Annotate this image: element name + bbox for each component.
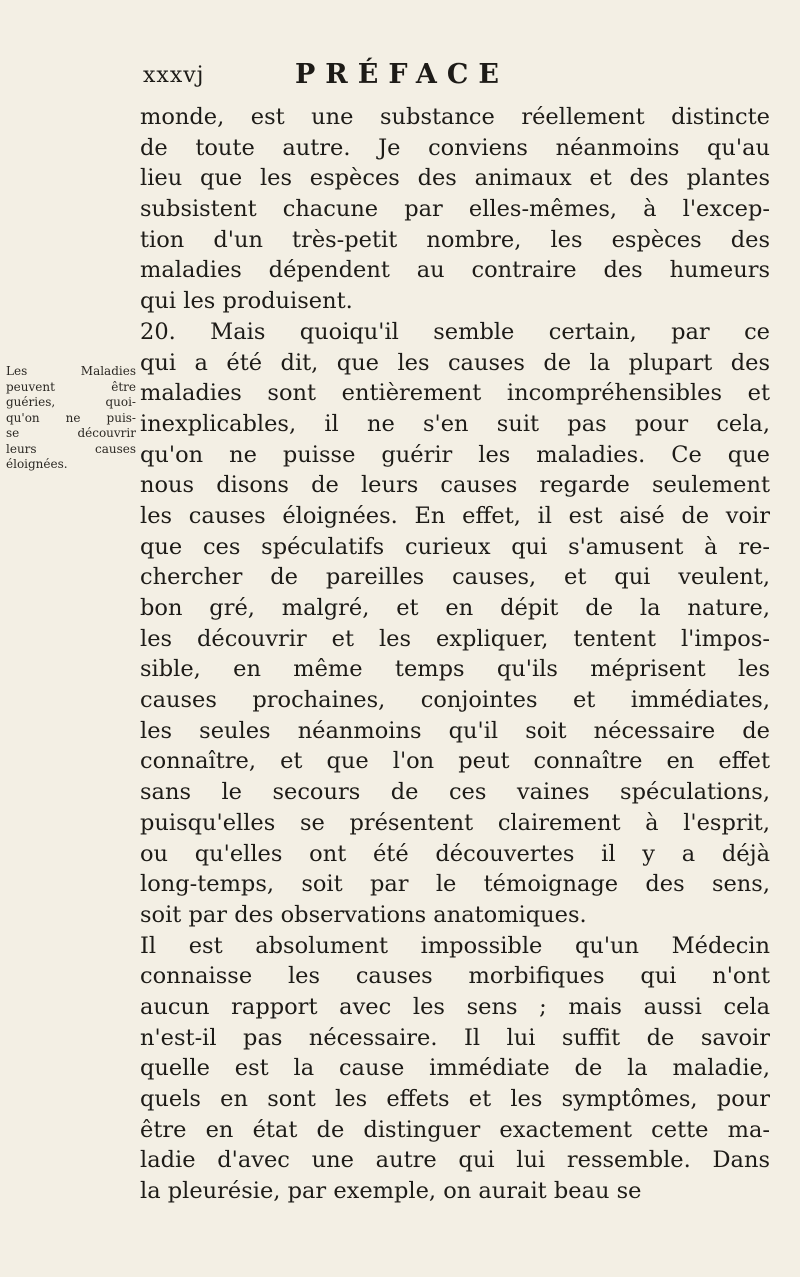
text-line: que ces spéculatifs curieux qui s'amusent à re-: [140, 533, 770, 560]
text-line: sans le secours de ces vaines spéculations,: [140, 779, 770, 806]
text-line: n'est-il pas nécessaire. Il lui suffit de savoir: [140, 1024, 770, 1051]
text-line: monde, est une substance réellement distincte: [140, 104, 770, 130]
text-line: Il est absolument impossible qu'un Médecin: [140, 932, 770, 959]
margin-note-line: se découvrir: [6, 426, 136, 440]
text-line: soit par des observations anatomiques.: [140, 901, 587, 928]
text-line: subsistent chacune par elles-mêmes, à l'excep-: [140, 196, 770, 223]
text-line: nous disons de leurs causes regarde seulement: [140, 472, 770, 499]
text-line: quels en sont les effets et les symptômes, pour: [140, 1086, 770, 1112]
running-title: PRÉFACE: [295, 59, 509, 90]
text-line: sible, en même temps qu'ils méprisent les: [140, 656, 770, 683]
text-line: quelle est la cause immédiate de la maladie,: [140, 1055, 770, 1082]
text-line: bon gré, malgré, et en dépit de la nature,: [140, 595, 770, 621]
text-line: connaisse les causes morbifiques qui n'ont: [140, 963, 770, 990]
body-text: [140, 102, 770, 1207]
page-header: [143, 55, 703, 95]
text-line: les seules néanmoins qu'il soit nécessaire de: [140, 717, 770, 744]
text-line: de toute autre. Je conviens néanmoins qu'au: [140, 134, 770, 161]
text-line: causes prochaines, conjointes et immédiates,: [140, 687, 770, 714]
text-line: maladies sont entièrement incompréhensibles et: [140, 380, 770, 407]
text-line: puisqu'elles se présentent clairement à l'esprit,: [140, 809, 770, 836]
text-line: les causes éloignées. En effet, il est aisé de voir: [140, 502, 770, 529]
text-line: ladie d'avec une autre qui lui ressemble. Dans: [140, 1147, 770, 1174]
margin-note-line: guéries, quoi-: [6, 395, 136, 409]
margin-note-line: Les Maladies: [6, 364, 136, 378]
text-line: 20. Mais quoiqu'il semble certain, par ce: [140, 318, 770, 345]
text-line: tion d'un très-petit nombre, les espèces des: [140, 226, 770, 253]
text-line: les découvrir et les expliquer, tentent l'impos-: [140, 625, 770, 652]
text-line: inexplicables, il ne s'en suit pas pour cela,: [140, 410, 770, 437]
text-line: chercher de pareilles causes, et qui veulent,: [140, 564, 770, 591]
text-line: la pleurésie, par exemple, on aurait beau se: [140, 1178, 642, 1205]
text-line: long-temps, soit par le témoignage des sens,: [140, 871, 770, 898]
page-number: xxxvj: [143, 63, 205, 88]
margin-note-line: éloignées.: [6, 457, 68, 471]
text-line: être en état de distinguer exactement cette ma-: [140, 1116, 770, 1143]
text-line: qui a été dit, que les causes de la plupart des: [140, 349, 770, 376]
text-line: qu'on ne puisse guérir les maladies. Ce que: [140, 441, 770, 468]
margin-note-line: peuvent être: [6, 379, 136, 394]
text-line: ou qu'elles ont été découvertes il y a déjà: [140, 840, 770, 867]
margin-note-line: leurs causes: [6, 441, 136, 456]
text-line: connaître, et que l'on peut connaître en effet: [140, 748, 770, 775]
text-line: maladies dépendent au contraire des humeurs: [140, 257, 770, 284]
margin-note-line: qu'on ne puis-: [6, 410, 136, 425]
margin-note: [6, 364, 136, 473]
text-line: qui les produisent.: [140, 288, 353, 315]
text-line: lieu que les espèces des animaux et des plantes: [140, 165, 770, 192]
text-line: aucun rapport avec les sens ; mais aussi cela: [140, 993, 770, 1020]
